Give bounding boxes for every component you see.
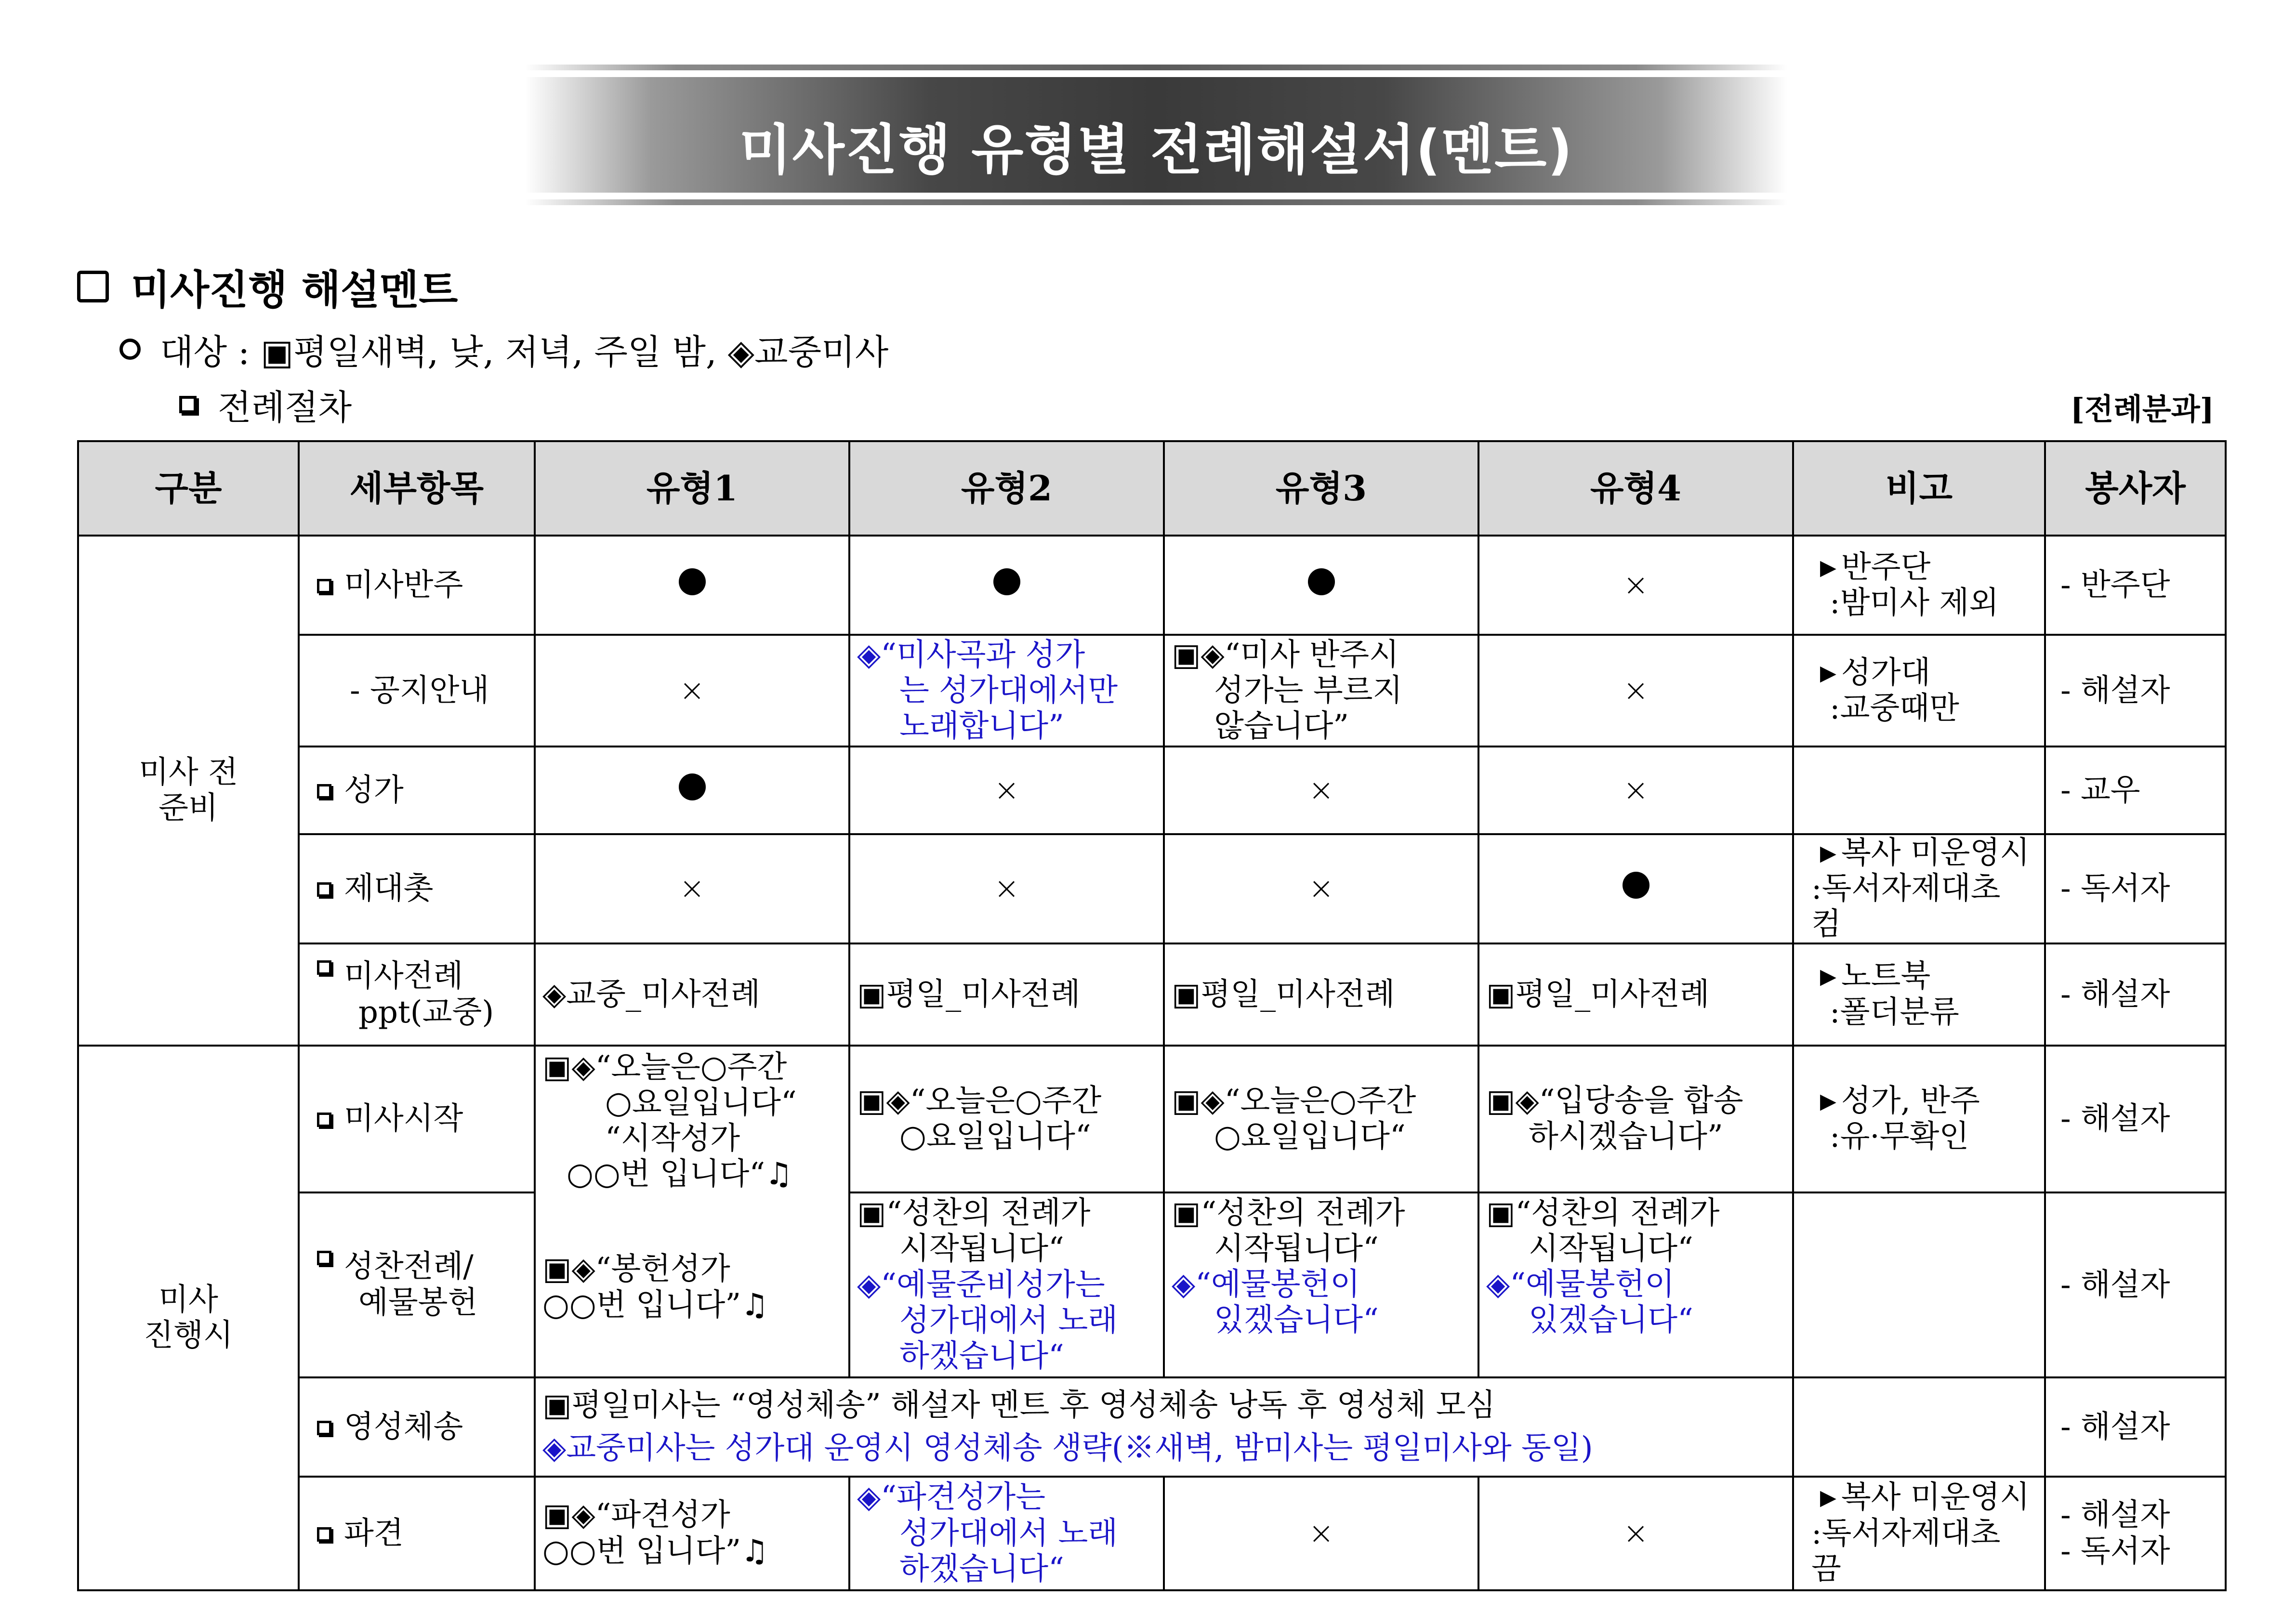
item-cell — [299, 747, 535, 834]
header-type4: 유형4 — [1478, 441, 1793, 536]
text-line: ◈“예물봉헌이 — [1486, 1267, 1675, 1303]
text-line: ○요일입니다“ — [899, 1119, 1091, 1155]
checkbox-square-icon — [77, 271, 109, 302]
mark-cell — [849, 834, 1164, 943]
note-line: 노트북 — [1841, 958, 1931, 995]
group-label-during: 미사 진행시 — [144, 1282, 233, 1354]
mark-cell — [1478, 747, 1793, 834]
text-line: 하겠습니다“ — [899, 1551, 1064, 1587]
note-line: 복사 미운영시 — [1841, 1480, 2030, 1516]
text-line: 시작됩니다“ — [1214, 1231, 1379, 1267]
department-label: [전례분과] — [2070, 392, 2214, 427]
table-row — [78, 747, 2226, 834]
volunteer-label: - 반주단 — [2060, 567, 2170, 603]
type1-cell — [535, 943, 849, 1046]
volunteer-cell — [2045, 747, 2226, 834]
note-cell — [1793, 1477, 2045, 1590]
mark-cell — [535, 635, 849, 747]
item-cell — [299, 635, 535, 747]
cross-mark: × — [1308, 1515, 1334, 1551]
item-cell — [299, 536, 535, 635]
volunteer-label: - 독서자 — [2060, 1533, 2170, 1569]
item-label: 미사전례 — [344, 958, 463, 995]
mark-cell — [535, 747, 849, 834]
table-row — [78, 536, 2226, 635]
text-line: ▣평일_미사전례 — [1486, 976, 1710, 1012]
text-line: ▣◈“파견성가 — [542, 1497, 730, 1533]
checkbox-icon — [317, 1421, 331, 1435]
mark-cell — [1478, 1477, 1793, 1590]
text-line: ▣평일_미사전례 — [857, 976, 1081, 1012]
triangle-bullet-icon: ▶ — [1820, 660, 1836, 685]
group-label-pre: 미사 전 준비 — [139, 755, 238, 826]
cross-mark: × — [1308, 871, 1334, 907]
note-line: 복사 미운영시 — [1841, 835, 2030, 871]
header-type3: 유형3 — [1164, 441, 1478, 536]
note-cell — [1793, 1192, 2045, 1377]
triangle-bullet-icon: ▶ — [1820, 1485, 1836, 1510]
text-line: 있겠습니다“ — [1529, 1302, 1693, 1338]
note-cell — [1793, 536, 2045, 635]
table-row — [78, 1046, 2226, 1192]
volunteer-label: - 교우 — [2060, 772, 2140, 808]
text-line: 성가대에서 노래 — [899, 1515, 1118, 1551]
item-label: 성찬전례/ — [344, 1249, 474, 1285]
type2-cell — [849, 943, 1164, 1046]
triangle-bullet-icon: ▶ — [1820, 1088, 1836, 1113]
item-label: 파견 — [344, 1515, 404, 1551]
text-line: 는 성가대에서만 — [899, 672, 1118, 708]
note-cell — [1793, 635, 2045, 747]
type3-cell — [1164, 1192, 1478, 1377]
text-line: 시작됩니다“ — [1529, 1231, 1693, 1267]
cross-mark: × — [1623, 672, 1649, 708]
type2-cell — [849, 1046, 1164, 1192]
text-line: 하겠습니다“ — [899, 1338, 1064, 1374]
text-line: ▣평일_미사전례 — [1172, 976, 1395, 1012]
table-row — [78, 943, 2226, 1046]
text-line: ◈“미사곡과 성가 — [857, 637, 1085, 673]
section-title: 미사진행 해설멘트 — [131, 266, 458, 314]
mark-cell — [535, 536, 849, 635]
filled-circle-icon — [1623, 872, 1649, 899]
cross-mark: × — [1623, 1515, 1649, 1551]
group-cell-pre — [78, 536, 299, 1046]
text-line: ◈“파견성가는 — [857, 1480, 1046, 1516]
checkbox-icon — [317, 1251, 331, 1265]
text-line: ▣평일미사는 “영성체송” 해설자 멘트 후 영성체송 낭독 후 영성체 모심 — [542, 1388, 1496, 1424]
target-text: 대상 : ▣평일새벽, 낮, 저녁, 주일 밤, ◈교중미사 — [160, 332, 889, 372]
text-line: ○○번 입니다“♫ — [567, 1156, 793, 1192]
type3-cell — [1164, 635, 1478, 747]
mark-cell — [1478, 834, 1793, 943]
procedure-label: 전례절차 — [218, 387, 352, 428]
item-cell — [299, 943, 535, 1046]
volunteer-cell — [2045, 1046, 2226, 1192]
volunteer-label: - 해설자 — [2060, 976, 2170, 1012]
filled-circle-icon — [1308, 568, 1335, 595]
volunteer-cell — [2045, 943, 2226, 1046]
cross-mark: × — [993, 772, 1020, 808]
mark-cell — [1164, 747, 1478, 834]
checkbox-icon — [317, 1527, 331, 1542]
cross-mark: × — [679, 672, 705, 708]
type1-cell — [535, 1192, 849, 1377]
procedure-line — [179, 383, 352, 426]
header-remarks: 비고 — [1793, 441, 2045, 536]
item-label-sub: ppt(교중) — [358, 994, 494, 1030]
text-line: ◈교중_미사전례 — [542, 976, 761, 1012]
checkbox-icon — [317, 960, 331, 975]
volunteer-label: - 독서자 — [2060, 871, 2170, 907]
cross-mark: × — [1623, 772, 1649, 808]
text-line: ▣“성찬의 전례가 — [857, 1195, 1091, 1231]
mark-cell — [1164, 1477, 1478, 1590]
liturgy-table — [77, 440, 2227, 1591]
volunteer-cell — [2045, 635, 2226, 747]
checkbox-icon — [317, 1113, 331, 1127]
note-cell — [1793, 1046, 2045, 1192]
volunteer-label: - 해설자 — [2060, 1267, 2170, 1303]
merged-text-cell — [535, 1377, 1793, 1477]
table-row — [78, 1477, 2226, 1590]
item-cell — [299, 1192, 535, 1377]
text-line: ◈“예물준비성가는 — [857, 1267, 1105, 1303]
checkbox-icon — [317, 784, 331, 799]
mark-cell — [1164, 536, 1478, 635]
text-line: ▣◈“오늘은○주간 — [857, 1083, 1102, 1119]
volunteer-cell — [2045, 1377, 2226, 1477]
title-banner — [525, 77, 1787, 193]
triangle-bullet-icon: ▶ — [1820, 555, 1836, 580]
volunteer-cell — [2045, 834, 2226, 943]
item-cell — [299, 1046, 535, 1192]
text-line: ▣◈“봉헌성가 — [542, 1251, 730, 1287]
text-line: ▣◈“미사 반주시 — [1172, 637, 1399, 673]
checkbox-icon — [317, 579, 331, 593]
item-label: 미사시작 — [344, 1101, 463, 1137]
text-line: “시작성가 — [605, 1121, 740, 1157]
type3-cell — [1164, 1046, 1478, 1192]
item-label: - 공지안내 — [350, 672, 489, 708]
open-circle-icon — [119, 339, 141, 360]
section-heading — [77, 262, 458, 314]
item-label: 미사반주 — [344, 567, 463, 603]
filled-circle-icon — [993, 568, 1020, 595]
type4-cell — [1478, 1046, 1793, 1192]
cross-mark: × — [993, 871, 1020, 907]
text-line: ○요일입니다“ — [605, 1085, 797, 1121]
text-line: 시작됩니다“ — [899, 1231, 1064, 1267]
type1-cell — [535, 1046, 849, 1192]
checkbox-icon — [317, 882, 331, 897]
text-line: ○○번 입니다”♫ — [542, 1287, 769, 1323]
shadow-box-icon — [179, 396, 197, 413]
text-line: ▣◈“오늘은○주간 — [542, 1049, 787, 1085]
item-label: 제대촛 — [344, 871, 434, 907]
text-line: ▣“성찬의 전례가 — [1172, 1195, 1405, 1231]
text-line: 않습니다” — [1214, 708, 1349, 745]
text-line: 하시겠습니다” — [1529, 1119, 1723, 1155]
cross-mark: × — [679, 871, 705, 907]
type2-cell — [849, 635, 1164, 747]
target-line — [119, 327, 888, 371]
header-volunteer: 봉사자 — [2045, 441, 2226, 536]
volunteer-label: - 해설자 — [2060, 1409, 2170, 1445]
note-cell — [1793, 834, 2045, 943]
cross-mark: × — [1308, 772, 1334, 808]
item-cell — [299, 834, 535, 943]
volunteer-label: - 해설자 — [2060, 1101, 2170, 1137]
item-label: 성가 — [344, 772, 404, 808]
text-line: ○요일입니다“ — [1214, 1119, 1406, 1155]
note-line: :밤미사 제외 — [1830, 585, 1999, 621]
item-cell — [299, 1477, 535, 1590]
triangle-bullet-icon: ▶ — [1820, 964, 1836, 989]
text-line: 있겠습니다“ — [1214, 1302, 1379, 1338]
note-line: :독서자제대초 컴 — [1811, 871, 2001, 943]
note-line: 성가대 — [1841, 655, 1931, 691]
item-label-sub: 예물봉헌 — [358, 1284, 478, 1321]
table-row — [78, 834, 2226, 943]
table-row — [78, 1377, 2226, 1477]
text-line: ◈“예물봉헌이 — [1172, 1267, 1360, 1303]
type3-cell — [1164, 943, 1478, 1046]
volunteer-cell — [2045, 1192, 2226, 1377]
mark-cell — [535, 834, 849, 943]
text-line: ○○번 입니다”♫ — [542, 1533, 769, 1569]
volunteer-cell — [2045, 1477, 2226, 1590]
document-title: 미사진행 유형별 전례해설서(멘트) — [739, 119, 1573, 182]
volunteer-label: - 해설자 — [2060, 672, 2170, 708]
header-type2: 유형2 — [849, 441, 1164, 536]
volunteer-label: - 해설자 — [2060, 1497, 2170, 1533]
note-line: :유·무확인 — [1830, 1119, 1969, 1155]
note-line: :폴더분류 — [1830, 994, 1959, 1030]
header-type1: 유형1 — [535, 441, 849, 536]
header-row — [78, 441, 2226, 536]
note-line: :교중때만 — [1830, 691, 1959, 726]
table-row — [78, 1192, 2226, 1377]
text-line: ▣“성찬의 전례가 — [1486, 1195, 1720, 1231]
text-line: ▣◈“오늘은○주간 — [1172, 1083, 1416, 1119]
type2-cell — [849, 1192, 1164, 1377]
header-category: 구분 — [78, 441, 299, 536]
note-line: 성가, 반주 — [1841, 1083, 1980, 1119]
header-detail: 세부항목 — [299, 441, 535, 536]
type4-cell — [1478, 1192, 1793, 1377]
mark-cell — [1478, 536, 1793, 635]
type1-cell — [535, 1477, 849, 1590]
volunteer-cell — [2045, 536, 2226, 635]
text-line: ◈교중미사는 성가대 운영시 영성체송 생략(※새벽, 밤미사는 평일미사와 동일) — [542, 1430, 1593, 1466]
text-line: 성가는 부르지 — [1214, 672, 1403, 708]
mark-cell — [1478, 635, 1793, 747]
cross-mark: × — [1623, 567, 1649, 603]
type2-cell — [849, 1477, 1164, 1590]
note-line: :독서자제대초 끔 — [1811, 1515, 2001, 1587]
item-cell — [299, 1377, 535, 1477]
text-line: 노래합니다” — [899, 708, 1064, 745]
item-label: 영성체송 — [344, 1409, 463, 1445]
note-cell — [1793, 747, 2045, 834]
mark-cell — [849, 747, 1164, 834]
triangle-bullet-icon: ▶ — [1820, 841, 1836, 865]
note-cell — [1793, 943, 2045, 1046]
group-cell-during — [78, 1046, 299, 1590]
note-cell — [1793, 1377, 2045, 1477]
text-line: 성가대에서 노래 — [899, 1302, 1118, 1338]
mark-cell — [849, 536, 1164, 635]
mark-cell — [1164, 834, 1478, 943]
text-line: ▣◈“입당송을 합송 — [1486, 1083, 1743, 1119]
filled-circle-icon — [679, 568, 706, 595]
type4-cell — [1478, 943, 1793, 1046]
filled-circle-icon — [679, 773, 706, 800]
note-line: 반주단 — [1841, 549, 1931, 585]
table-row — [78, 635, 2226, 747]
